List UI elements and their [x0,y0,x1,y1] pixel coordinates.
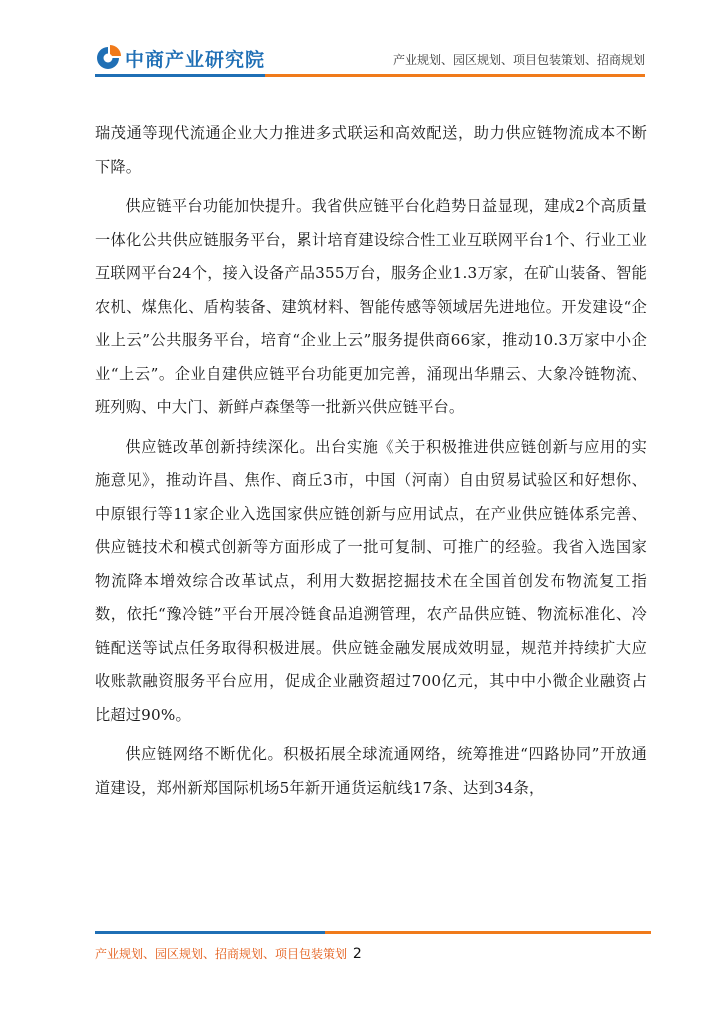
paragraph-continuation: 瑞茂通等现代流通企业大力推进多式联运和高效配送，助力供应链物流成本不断下降。 [95,124,647,176]
footer-text: 产业规划、园区规划、招商规划、项目包装策划 [95,947,348,961]
header-divider [95,74,645,77]
paragraph-platform: 供应链平台功能加快提升。我省供应链平台化趋势日益显现，建成2个高质量一体化公共供应链服务平台，累计培育建设综合性工业互联网平台1个、行业工业互联网平台24个，接入设备产品355万台，服务企业1.3万家，在矿山装备、智能农机、煤焦化、盾构装备、建筑材料、智能传感等领域居先进地位。开发建设“企业上云”公共服务平台，培育“企业上云”服务提供商66家，推动10.3万家中小企业“上云”。企业自建供应链平台功能更加完善，涌现出华鼎云、大象冷链物流、班列购、中大门、新鲜卢森堡等一批新兴供应链平台。 [95,197,647,416]
document-body [95,117,647,811]
paragraph-network: 供应链网络不断优化。积极拓展全球流通网络，统筹推进“四路协同”开放通道建设，郑州新郑国际机场5年新开通货运航线17条、达到34条， [95,745,647,797]
page-header [0,0,724,80]
page-footer [95,945,362,962]
paragraph-reform: 供应链改革创新持续深化。出台实施《关于积极推进供应链创新与应用的实施意见》，推动许昌、焦作、商丘3市，中国（河南）自由贸易试验区和好想你、中原银行等11家企业入选国家供应链创新与应用试点，在产业供应链体系完善、供应链技术和模式创新等方面形成了一批可复制、可推广的经验。我省入选国家物流降本增效综合改革试点，利用大数据挖掘技术在全国首创发布物流复工指数，依托“豫冷链”平台开展冷链食品追溯管理，农产品供应链、物流标准化、冷链配送等试点任务取得积极进展。供应链金融发展成效明显，规范并持续扩大应收账款融资服务平台应用，促成企业融资超过700亿元，其中中小微企业融资占比超过90%。 [95,437,647,724]
logo-icon [95,45,121,71]
logo-text: 中商产业研究院 [125,48,266,71]
header-tagline: 产业规划、园区规划、项目包装策划、招商规划 [392,53,645,67]
logo [95,44,265,72]
footer-divider [95,931,651,934]
page-number: 2 [352,946,362,962]
